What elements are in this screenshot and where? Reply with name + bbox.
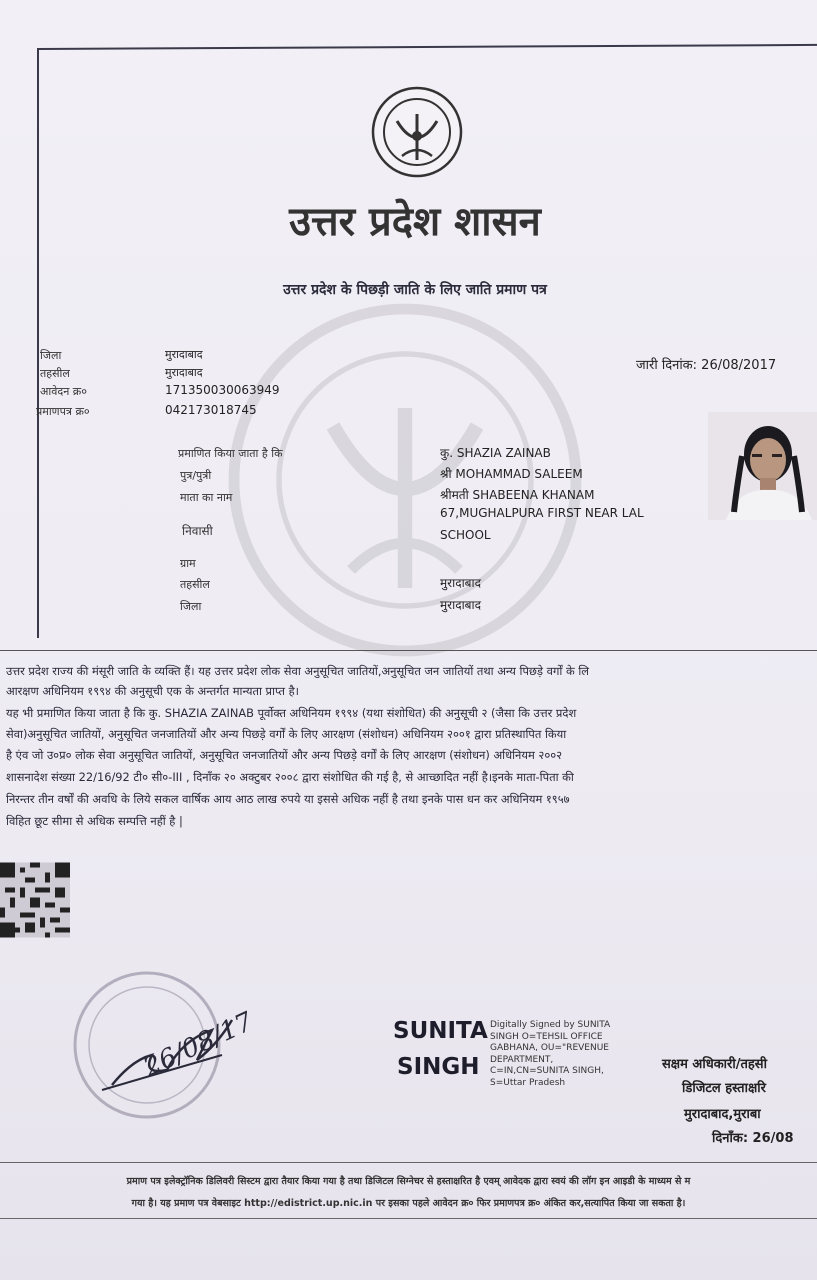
footer-line-2: गया है। यह प्रमाण पत्र वेबसाइट http://edistrict.up.nic.in पर इसका पहले आवेदन क्र० फिर प्रमाणपत्र क्र० अंकित कर,सत्यापित किया जा सकता है।	[131, 1198, 686, 1209]
district-label: जिला	[40, 349, 62, 362]
footer-divider	[0, 1162, 817, 1163]
address-line2: SCHOOL	[440, 528, 491, 542]
officer-date: दिनाँक: 26/08	[712, 1131, 794, 1146]
footer-bottom-divider	[0, 1218, 817, 1219]
village-label: ग्राम	[180, 557, 196, 570]
district2-value: मुरादाबाद	[440, 598, 482, 612]
applicant-name: कु. SHAZIA ZAINAB	[440, 446, 551, 460]
qr-code	[0, 862, 70, 938]
body-line-8: विहित छूट सीमा से अधिक सम्पत्ति नहीं है |	[6, 814, 183, 828]
tehsil-label: तहसील	[40, 367, 70, 380]
digital-sig-line: SINGH O=TEHSIL OFFICE	[490, 1031, 603, 1042]
digital-sig-line: DEPARTMENT,	[490, 1054, 554, 1065]
body-line-4: सेवा)अनुसूचित जातियों, अनुसूचित जनजातियों और अन्य पिछड़े वर्गों के लिए आरक्षण (संशोधन) अधिनियम २००१ द्वारा प्रतिस्थापित किया	[6, 727, 567, 741]
certificate-no-label: प्रमाणपत्र क्र०	[36, 405, 90, 418]
body-line-5: है एंव जो उ०प्र० लोक सेवा अनुसूचित जातियों, अनुसूचित जनजातियों और अन्य पिछड़े वर्गों के लिए आरक्षण (संशोधन) अधिनियम २००२	[6, 748, 563, 762]
digital-sig-line: Digitally Signed by SUNITA	[490, 1020, 611, 1030]
address-line1: 67,MUGHALPURA FIRST NEAR LAL	[440, 506, 644, 520]
digital-signature-details	[490, 1020, 640, 1089]
issue-date: जारी दिनांक: 26/08/2017	[636, 358, 777, 373]
handwritten-date: 26/08/17	[139, 1006, 258, 1084]
signer-name-line2: SINGH	[397, 1054, 480, 1080]
tehsil2-value: मुरादाबाद	[440, 576, 482, 590]
applicant-photo	[708, 412, 817, 520]
digital-sig-line: S=Uttar Pradesh	[490, 1077, 566, 1088]
tehsil2-label: तहसील	[180, 578, 210, 591]
body-line-1: उत्तर प्रदेश राज्य की मंसूरी जाति के व्यक्ति हैं। यह उत्तर प्रदेश लोक सेवा अनुसूचित जातियों,अनुसूचित जन जातियों तथा अन्य पिछड़े वर्गों के लि	[6, 664, 589, 678]
footer-line-1: प्रमाण पत्र इलेक्ट्रॉनिक डिलिवरी सिस्टम द्वारा तैयार किया गया है तथा डिजिटल सिग्नेचर से हस्ताक्षरित है एवम् आवेदक द्वारा स्वयं की लॉग इन आइडी के माध्यम से म	[126, 1176, 691, 1187]
border-top	[38, 44, 817, 50]
father-name: श्री MOHAMMAD SALEEM	[440, 467, 583, 481]
body-line-6: शासनादेश संख्या 22/16/92 टी० सी०-III , दिनाँक २० अक्टुबर २००८ द्वारा संशोधित की गई है, से आच्छादित नहीं है।इनके माता-पिता की	[6, 770, 574, 784]
signer-name-line1: SUNITA	[393, 1018, 488, 1044]
section-divider	[0, 650, 817, 651]
officer-digital-signature: डिजिटल हस्ताक्षरि	[682, 1081, 766, 1096]
page-title: उत्तर प्रदेश शासन	[289, 198, 541, 245]
border-left	[37, 48, 39, 638]
certificate-no-value: 042173018745	[165, 403, 257, 417]
application-no-value: 171350030063949	[165, 383, 280, 397]
child-of-label: पुत्र/पुत्री	[180, 469, 212, 482]
officer-location: मुरादाबाद,मुराबा	[684, 1107, 761, 1122]
mother-name: श्रीमती SHABEENA KHANAM	[440, 488, 595, 502]
up-government-emblem-icon	[364, 86, 470, 178]
district-value: मुरादाबाद	[165, 348, 203, 361]
application-no-label: आवेदन क्र०	[40, 385, 87, 398]
resident-label: निवासी	[182, 524, 213, 538]
mother-label: माता का नाम	[180, 491, 233, 504]
certificate-subtitle: उत्तर प्रदेश के पिछड़ी जाति के लिए जाति प्रमाण पत्र	[283, 282, 547, 298]
certify-label: प्रमाणित किया जाता है कि	[178, 447, 283, 460]
body-line-7: निरन्तर तीन वर्षों की अवधि के लिये सकल वार्षिक आय आठ लाख रुपये या इससे अधिक नहीं है तथा इनके पास धन कर अधिनियम १९५७	[6, 792, 570, 806]
body-line-3: यह भी प्रमाणित किया जाता है कि कु. SHAZIA ZAINAB पूर्वोक्त अधिनियम १९९४ (यथा संशोधित) की अनुसूची २ (जैसा कि उत्तर प्रदेश	[6, 706, 577, 720]
tehsil-value: मुरादाबाद	[165, 366, 203, 379]
district2-label: जिला	[180, 600, 202, 613]
digital-sig-line: C=IN,CN=SUNITA SINGH,	[490, 1066, 604, 1076]
officer-title: सक्षम अधिकारी/तहसी	[662, 1057, 767, 1072]
body-line-2: आरक्षण अधिनियम १९९४ की अनुसूची एक के अन्तर्गत मान्यता प्राप्त है।	[6, 684, 299, 698]
digital-sig-line: GABHANA, OU="REVENUE	[490, 1043, 609, 1053]
